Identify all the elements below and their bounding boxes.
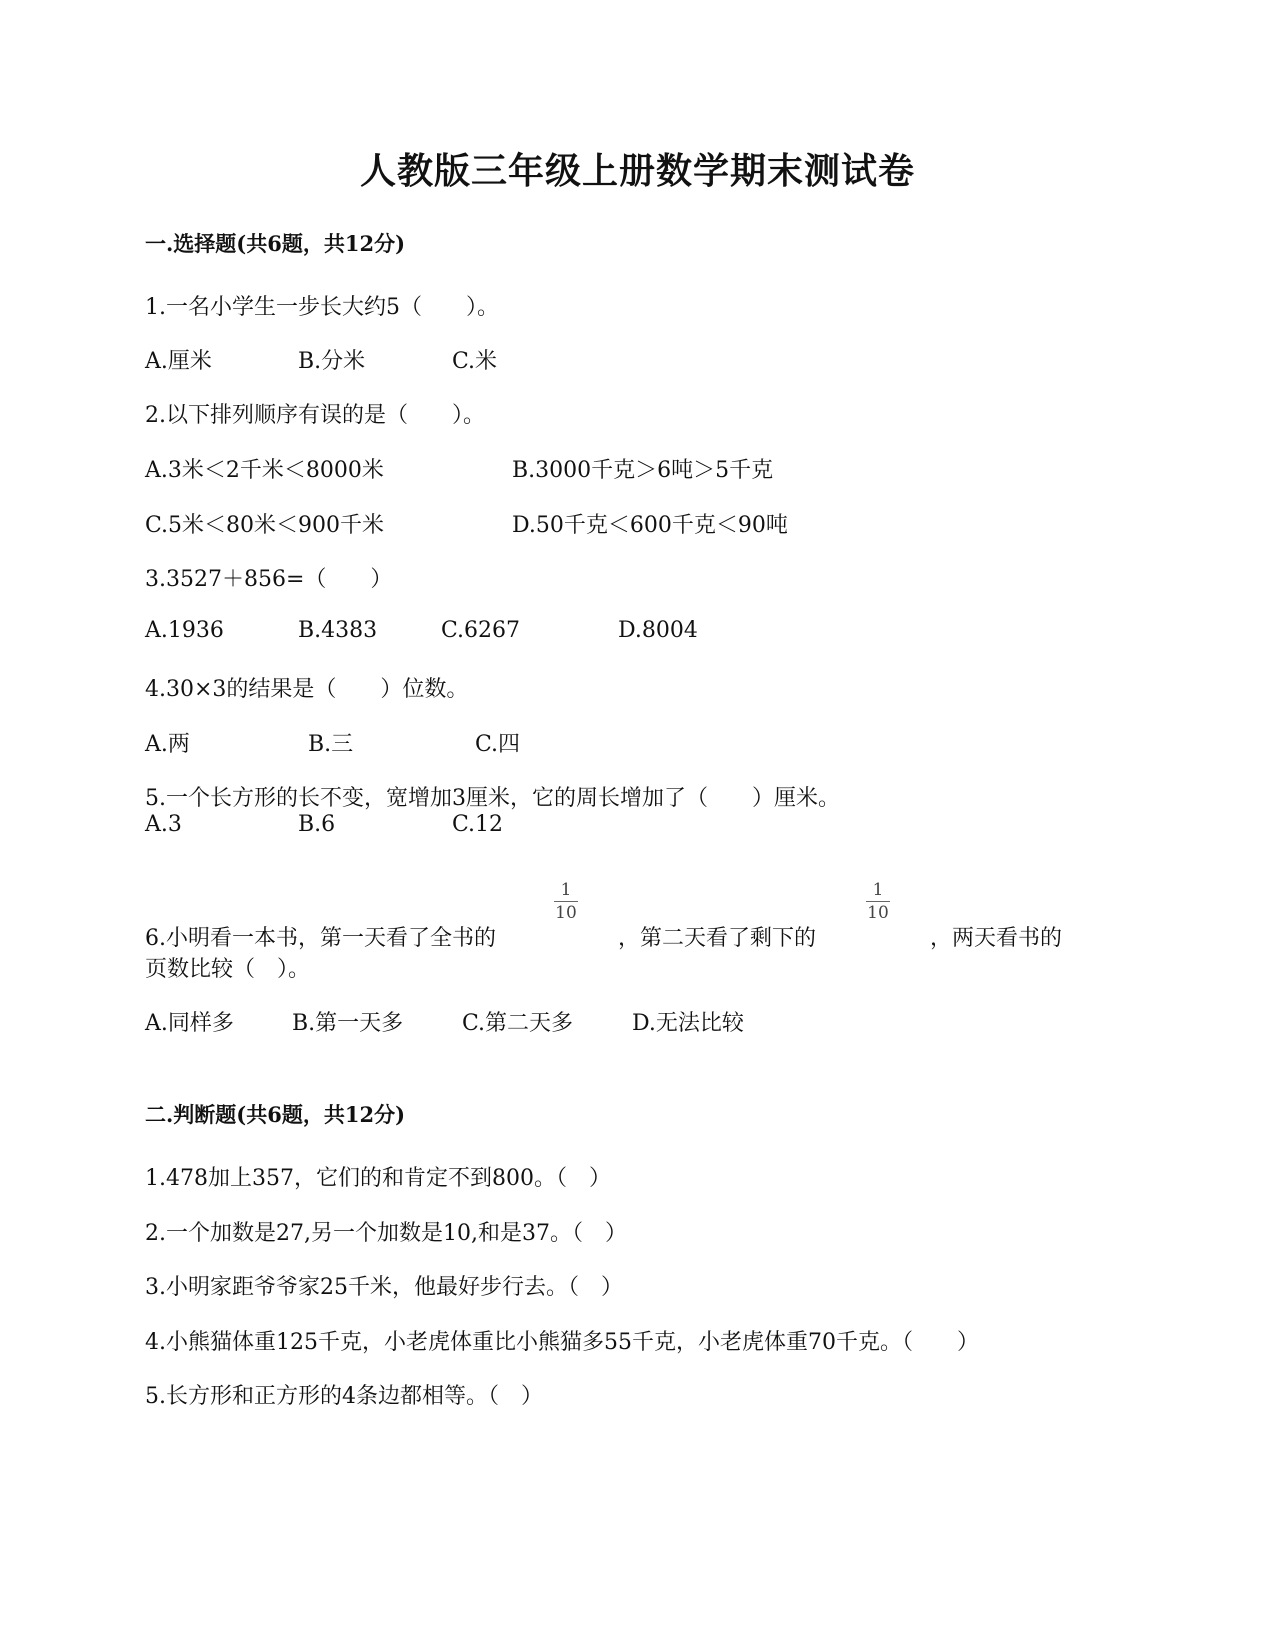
- q6-option-c: C.第二天多: [462, 1011, 574, 1036]
- q2-option-d: D.50千克＜600千克＜90吨: [512, 513, 788, 538]
- section-heading-choice: 一.选择题(共6题，共12分): [145, 231, 406, 256]
- q5-option-a: A.3: [145, 812, 182, 837]
- question-4: 4.30×3的结果是（ ）位数。: [145, 677, 469, 702]
- page-title: 人教版三年级上册数学期末测试卷: [359, 150, 915, 192]
- q2-option-b: B.3000千克＞6吨＞5千克: [512, 458, 774, 483]
- q5-option-c: C.12: [452, 812, 504, 837]
- question-6-part2: ，第二天看了剩下的: [618, 926, 817, 951]
- q2-option-a: A.3米＜2千米＜8000米: [145, 458, 384, 483]
- q1-option-b: B.分米: [298, 349, 366, 374]
- fraction-numerator: 1: [560, 880, 572, 900]
- fraction-numerator: 1: [872, 880, 884, 900]
- q3-option-b: B.4383: [298, 618, 378, 643]
- q4-option-b: B.三: [308, 732, 354, 757]
- question-2: 2.以下排列顺序有误的是（ ）。: [145, 403, 485, 428]
- judgement-item-5: 5.长方形和正方形的4条边都相等。（ ）: [145, 1384, 543, 1409]
- question-1: 1.一名小学生一步长大约5（ ）。: [145, 295, 499, 320]
- judgement-item-1: 1.478加上357，它们的和肯定不到800。（ ）: [145, 1166, 611, 1191]
- fraction-denominator: 10: [555, 903, 577, 923]
- question-3: 3.3527＋856=（ ）: [145, 567, 393, 592]
- q6-option-b: B.第一天多: [292, 1011, 404, 1036]
- judgement-item-3: 3.小明家距爷爷家25千米，他最好步行去。（ ）: [145, 1275, 623, 1300]
- q6-option-a: A.同样多: [145, 1011, 234, 1036]
- q4-option-c: C.四: [475, 732, 521, 757]
- q3-option-d: D.8004: [618, 618, 698, 643]
- question-5: 5.一个长方形的长不变，宽增加3厘米，它的周长增加了（ ）厘米。: [145, 786, 840, 811]
- question-6-part3: ，两天看书的: [930, 926, 1063, 951]
- q1-option-a: A.厘米: [145, 349, 212, 374]
- fraction-denominator: 10: [867, 903, 889, 923]
- q3-option-c: C.6267: [441, 618, 521, 643]
- q2-option-c: C.5米＜80米＜900千米: [145, 513, 385, 538]
- q3-option-a: A.1936: [145, 618, 224, 643]
- question-6-line2: 页数比较（ ）。: [145, 957, 311, 982]
- fraction-one-tenth: [860, 880, 896, 923]
- fraction-one-tenth: [548, 880, 584, 923]
- q4-option-a: A.两: [145, 732, 190, 757]
- judgement-item-4: 4.小熊猫体重125千克，小老虎体重比小熊猫多55千克，小老虎体重70千克。（ ）: [145, 1330, 979, 1355]
- section-heading-judgement: 二.判断题(共6题，共12分): [145, 1102, 406, 1127]
- judgement-item-2: 2.一个加数是27,另一个加数是10,和是37。（ ）: [145, 1221, 627, 1246]
- q1-option-c: C.米: [452, 349, 498, 374]
- fraction-bar: [866, 901, 890, 902]
- question-6-part1: 6.小明看一本书，第一天看了全书的: [145, 926, 496, 951]
- q6-option-d: D.无法比较: [632, 1011, 744, 1036]
- q5-option-b: B.6: [298, 812, 336, 837]
- fraction-bar: [554, 901, 578, 902]
